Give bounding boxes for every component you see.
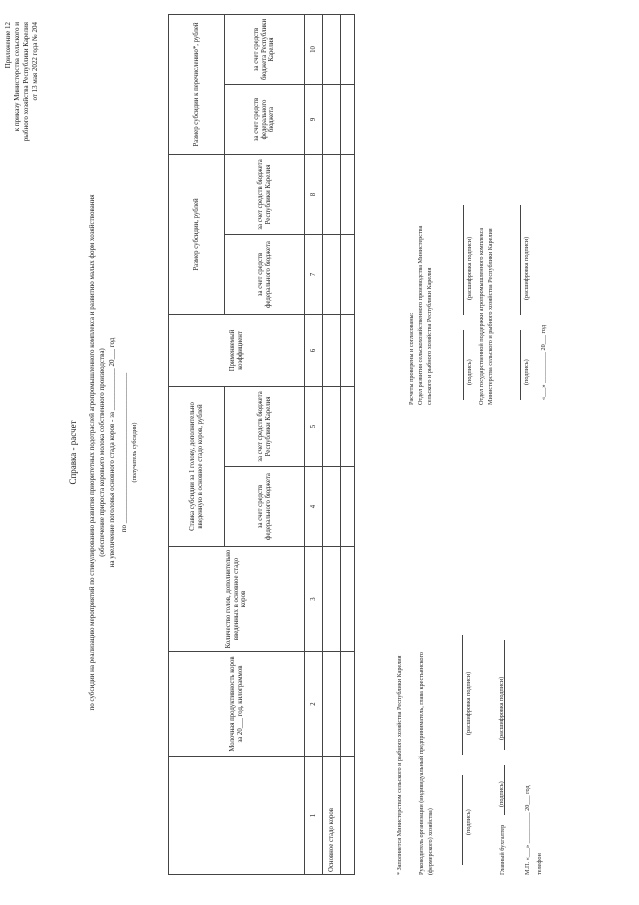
- right-head-line-2: Отдел развития сельскохозяйственного производства Министерства: [417, 225, 424, 405]
- table-cell: [323, 314, 341, 386]
- header-rate-regional: за счет средств бюджета Республики Карелия: [225, 386, 305, 466]
- signature-line: [520, 330, 521, 400]
- header-size-regional: за счет средств бюджета Республики Карелия: [225, 154, 305, 234]
- decode-caption: (расшифровка подписи): [498, 676, 505, 740]
- document-subtitle-3: на увеличение поголовья основного стада коров - за ____________ 20___ год: [108, 337, 116, 568]
- chief-accountant-label: Главный бухгалтер: [499, 824, 506, 875]
- column-number: 2: [305, 652, 323, 757]
- column-number: 10: [305, 14, 323, 84]
- column-number: 9: [305, 84, 323, 154]
- subsidy-calculation-table: [168, 14, 355, 875]
- table-cell: [323, 14, 341, 84]
- table-cell: [323, 547, 341, 652]
- table-cell: [323, 234, 341, 314]
- header-added-head-count: Количество голов, дополнительно введенных в основное стадо коров: [169, 547, 305, 652]
- table-cell: [323, 386, 341, 466]
- document-title: Справка - расчет: [68, 420, 78, 485]
- decode-caption: (расшифровка подписи): [523, 236, 530, 300]
- appendix-line-3: рыбного хозяйства Республики Карелия: [22, 22, 30, 142]
- appendix-line-4: от 13 мая 2022 года № 204: [31, 22, 39, 101]
- document-subtitle-1: по субсидии на реализацию мероприятий по стимулированию развития приоритетных подотраслей агропромышленного комплекса и развитию малых форм хозяйствования: [88, 194, 96, 711]
- table-cell: [341, 234, 355, 314]
- recipient-caption: (получатель субсидии): [131, 422, 138, 483]
- right-head-line-1: Расчеты проверены и согласованы:: [408, 312, 415, 405]
- left-head-line-1: Руководитель организации (индивидуальный предприниматель, глава крестьянского: [418, 652, 425, 875]
- appendix-line-2: к приказу Министерства сельского и: [13, 22, 21, 132]
- header-transfer-regional: за счет средств бюджета Республики Карелия: [225, 14, 305, 84]
- signature-decode-line: [462, 635, 463, 755]
- header-subsidy-size: Размер субсидии, рублей: [169, 154, 225, 314]
- header-rate-federal: за счет средств федерального бюджета: [225, 467, 305, 547]
- table-cell: [323, 154, 341, 234]
- table-cell: [341, 84, 355, 154]
- appendix-line-1: Приложение 12: [4, 22, 12, 69]
- table-cell: [341, 652, 355, 757]
- recipient-line: по ___________________________________________: [120, 372, 128, 533]
- table-cell: [341, 14, 355, 84]
- header-col-1: [169, 757, 305, 875]
- header-size-federal: за счет средств федерального бюджета: [225, 234, 305, 314]
- header-milk-productivity: Молочная продуктивность коров за 20___ год, килограммов: [169, 652, 305, 757]
- table-cell: [341, 467, 355, 547]
- column-number: 3: [305, 547, 323, 652]
- table-cell: [323, 467, 341, 547]
- footnote: * Заполняется Министерством сельского и рыбного хозяйства Республики Карелия: [396, 655, 403, 875]
- table-cell: [323, 652, 341, 757]
- right-head-line-3: сельского и рыбного хозяйства Республики Карелия: [426, 267, 433, 405]
- header-transfer-federal: за счет средств федерального бюджета: [225, 84, 305, 154]
- stamp-date-line: М.П. «___» __________ 20___ год: [524, 785, 531, 875]
- table-cell: [341, 386, 355, 466]
- table-cell: [341, 314, 355, 386]
- document-subtitle-2: (обеспечение прироста коровьего молока собственного производства): [98, 348, 106, 557]
- approval-date-line: «___» __________ 20___ год: [540, 325, 547, 400]
- column-number: 4: [305, 467, 323, 547]
- table-cell: [323, 84, 341, 154]
- signature-line: [463, 330, 464, 400]
- column-number: 1: [305, 757, 323, 875]
- table-cell: [341, 757, 355, 875]
- header-applied-coefficient: Применяемый коэффициент: [169, 314, 305, 386]
- signature-caption: (подпись): [498, 781, 505, 807]
- right-dept-line-2: Министерства сельского и рыбного хозяйства Республики Карелия: [487, 228, 494, 405]
- header-subsidy-rate: Ставка субсидии за 1 голову, дополнительно введенную в основное стадо коров, рублей: [169, 386, 225, 546]
- signature-decode-line: [520, 205, 521, 315]
- row-label-main-herd: Основное стадо коров: [323, 757, 341, 875]
- header-subsidy-transfer: Размер субсидии к перечислению*, рублей: [169, 14, 225, 154]
- signature-line: [462, 775, 463, 865]
- right-dept-line-1: Отдел государственной поддержки агропромышленного комплекса: [478, 227, 485, 405]
- column-number: 7: [305, 234, 323, 314]
- column-number: 6: [305, 314, 323, 386]
- decode-caption: (расшифровка подписи): [466, 236, 473, 300]
- signature-caption: (подпись): [466, 359, 473, 385]
- signature-caption: (подпись): [523, 359, 530, 385]
- phone-label: телефон: [536, 853, 543, 875]
- table-cell: [341, 547, 355, 652]
- signature-decode-line: [463, 205, 464, 315]
- table-cell: [341, 154, 355, 234]
- column-number: 5: [305, 386, 323, 466]
- signature-caption: (подпись): [465, 809, 472, 835]
- left-head-line-2: (фермерского) хозяйства): [427, 808, 434, 875]
- decode-caption: (расшифровка подписи): [465, 671, 472, 735]
- column-number: 8: [305, 154, 323, 234]
